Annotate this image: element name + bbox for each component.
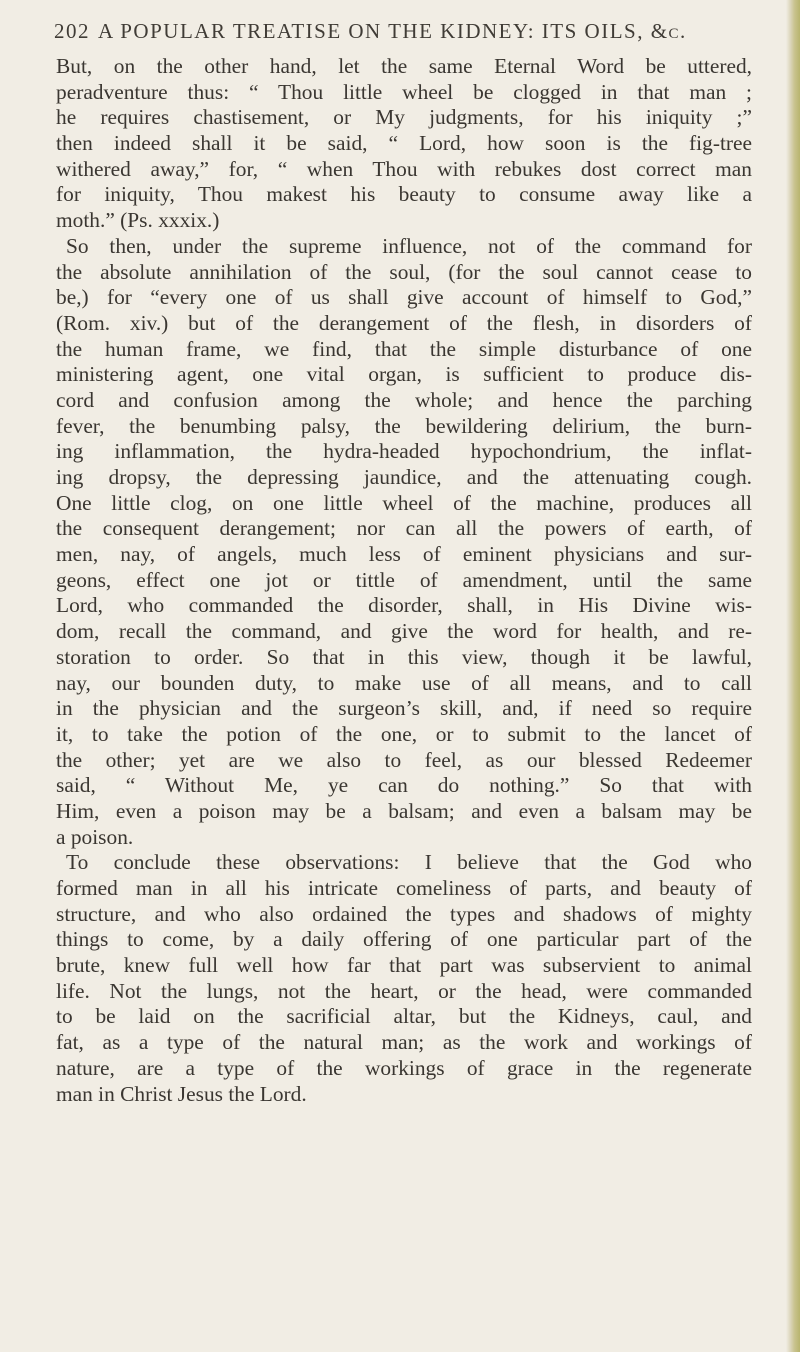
text-line: the consequent derangement; nor can all the powers of earth, of — [56, 516, 752, 541]
text-line: then indeed shall it be said, “ Lord, how soon is the fig-tree — [56, 131, 752, 156]
text-line: men, nay, of angels, much less of eminent physicians and sur- — [56, 542, 752, 567]
text-line: peradventure thus: “ Thou little wheel be clogged in that man ; — [56, 79, 752, 104]
text-line: he requires chastisement, or My judgments, for his iniquity ;” — [56, 105, 752, 130]
text-line: it, to take the potion of the one, or to submit to the lancet of — [56, 721, 752, 746]
text-line: the absolute annihilation of the soul, (for the soul cannot cease to — [56, 259, 752, 284]
text-line: ing inflammation, the hydra-headed hypochondrium, the inflat- — [56, 439, 752, 464]
text-line: dom, recall the command, and give the word for health, and re- — [56, 619, 752, 644]
text-line: So then, under the supreme influence, not of the command for — [66, 233, 752, 258]
text-line: the other; yet are we also to feel, as our blessed Redeemer — [56, 747, 752, 772]
running-title: A POPULAR TREATISE ON THE KIDNEY: ITS OILS, &c. — [98, 19, 687, 43]
page-number: 202 — [54, 19, 90, 43]
text-line: be,) for “every one of us shall give account of himself to God,” — [56, 285, 752, 310]
text-line: cord and confusion among the whole; and hence the parching — [56, 387, 752, 412]
text-line: One little clog, on one little wheel of the machine, produces all — [56, 490, 752, 515]
text-line: storation to order. So that in this view, though it be lawful, — [56, 644, 752, 669]
text-line: ing dropsy, the depressing jaundice, and the attenuating cough. — [56, 465, 752, 489]
text-line: ministering agent, one vital organ, is sufficient to produce dis- — [56, 362, 752, 387]
page-edge — [786, 0, 800, 1352]
text-line: But, on the other hand, let the same Eternal Word be uttered, — [56, 54, 752, 78]
text-line: nay, our bounden duty, to make use of all means, and to call — [56, 670, 752, 695]
text-line: things to come, by a daily offering of one particular part of the — [56, 927, 752, 952]
text-line: the human frame, we find, that the simple disturbance of one — [56, 336, 752, 361]
text-line: life. Not the lungs, not the heart, or the head, were commanded — [56, 978, 752, 1003]
running-head — [54, 19, 754, 44]
text-line: brute, knew full well how far that part was subservient to animal — [56, 953, 752, 978]
text-line: man in Christ Jesus the Lord. — [56, 1081, 307, 1106]
text-line: To conclude these observations: I believe that the God who — [66, 850, 752, 875]
text-line: moth.” (Ps. xxxix.) — [56, 208, 220, 233]
text-line: structure, and who also ordained the types and shadows of mighty — [56, 901, 752, 926]
text-line: in the physician and the surgeon’s skill, and, if need so require — [56, 696, 752, 721]
text-line: Lord, who commanded the disorder, shall, in His Divine wis- — [56, 593, 752, 618]
text-line: a poison. — [56, 824, 134, 849]
text-line: fever, the benumbing palsy, the bewildering delirium, the burn- — [56, 413, 752, 438]
body-text — [56, 54, 752, 1107]
text-line: said, “ Without Me, ye can do nothing.” So that with — [56, 773, 752, 798]
text-line: nature, are a type of the workings of grace in the regenerate — [56, 1055, 752, 1080]
text-line: withered away,” for, “ when Thou with rebukes dost correct man — [56, 156, 752, 181]
text-line: for iniquity, Thou makest his beauty to consume away like a — [56, 182, 752, 207]
text-line: Him, even a poison may be a balsam; and even a balsam may be — [56, 798, 752, 823]
text-line: fat, as a type of the natural man; as the work and workings of — [56, 1030, 752, 1055]
text-line: (Rom. xiv.) but of the derangement of the flesh, in disorders of — [56, 310, 752, 335]
text-line: formed man in all his intricate comeliness of parts, and beauty of — [56, 876, 752, 900]
text-line: to be laid on the sacrificial altar, but the Kidneys, caul, and — [56, 1004, 752, 1029]
text-line: geons, effect one jot or tittle of amendment, until the same — [56, 567, 752, 592]
